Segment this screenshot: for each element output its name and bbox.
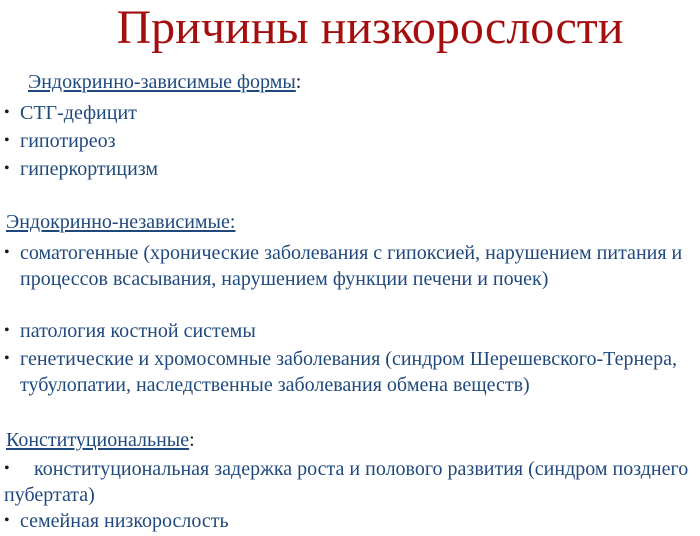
bullet-icon: • [4, 160, 10, 177]
heading-colon: : [189, 429, 195, 451]
page-title: Причины низкорослости [116, 1, 624, 54]
heading-colon: : [295, 71, 302, 93]
bullet-icon: • [4, 104, 10, 121]
list-item [4, 346, 694, 398]
list-item [4, 240, 694, 292]
list-item-text: соматогенные (хронические заболевания с гипоксией, нарушением питания и процессов всасывания, нарушением функции печени и почек) [20, 242, 683, 290]
list-item [4, 508, 694, 534]
section-heading-endocrine-dependent [28, 70, 301, 94]
bullet-icon: • [4, 244, 10, 261]
list-item-text: СТГ-дефицит [20, 102, 137, 124]
list-item [4, 456, 694, 508]
section-heading-endocrine-independent [6, 210, 235, 234]
list-item-text: гипотиреоз [20, 130, 116, 152]
list-item [4, 100, 694, 126]
bullet-icon: • [4, 322, 10, 339]
list-item-text: семейная низкорослость [20, 510, 229, 532]
bullet-icon: • [4, 460, 10, 477]
section-heading-constitutional [6, 428, 195, 452]
list-item [4, 156, 694, 182]
section-heading-text: Эндокринно-зависимые формы [28, 71, 296, 93]
bullet-icon: • [4, 132, 10, 149]
list-item-text: конституциональная задержка роста и полового развития (синдром позднего пубертата) [4, 458, 689, 506]
list-item [4, 128, 694, 154]
list-item [4, 318, 694, 344]
section-heading-text: Конституциональные [6, 429, 190, 451]
list-item-text: генетические и хромосомные заболевания (синдром Шерешевского-Тернера, тубулопатии, наследственные заболевания обмена веществ) [20, 348, 677, 396]
section-heading-text: Эндокринно-независимые: [6, 211, 236, 233]
list-item-text: патология костной системы [20, 320, 256, 342]
bullet-icon: • [4, 512, 10, 529]
list-item-text: гиперкортицизм [20, 158, 159, 180]
bullet-icon: • [4, 350, 10, 367]
